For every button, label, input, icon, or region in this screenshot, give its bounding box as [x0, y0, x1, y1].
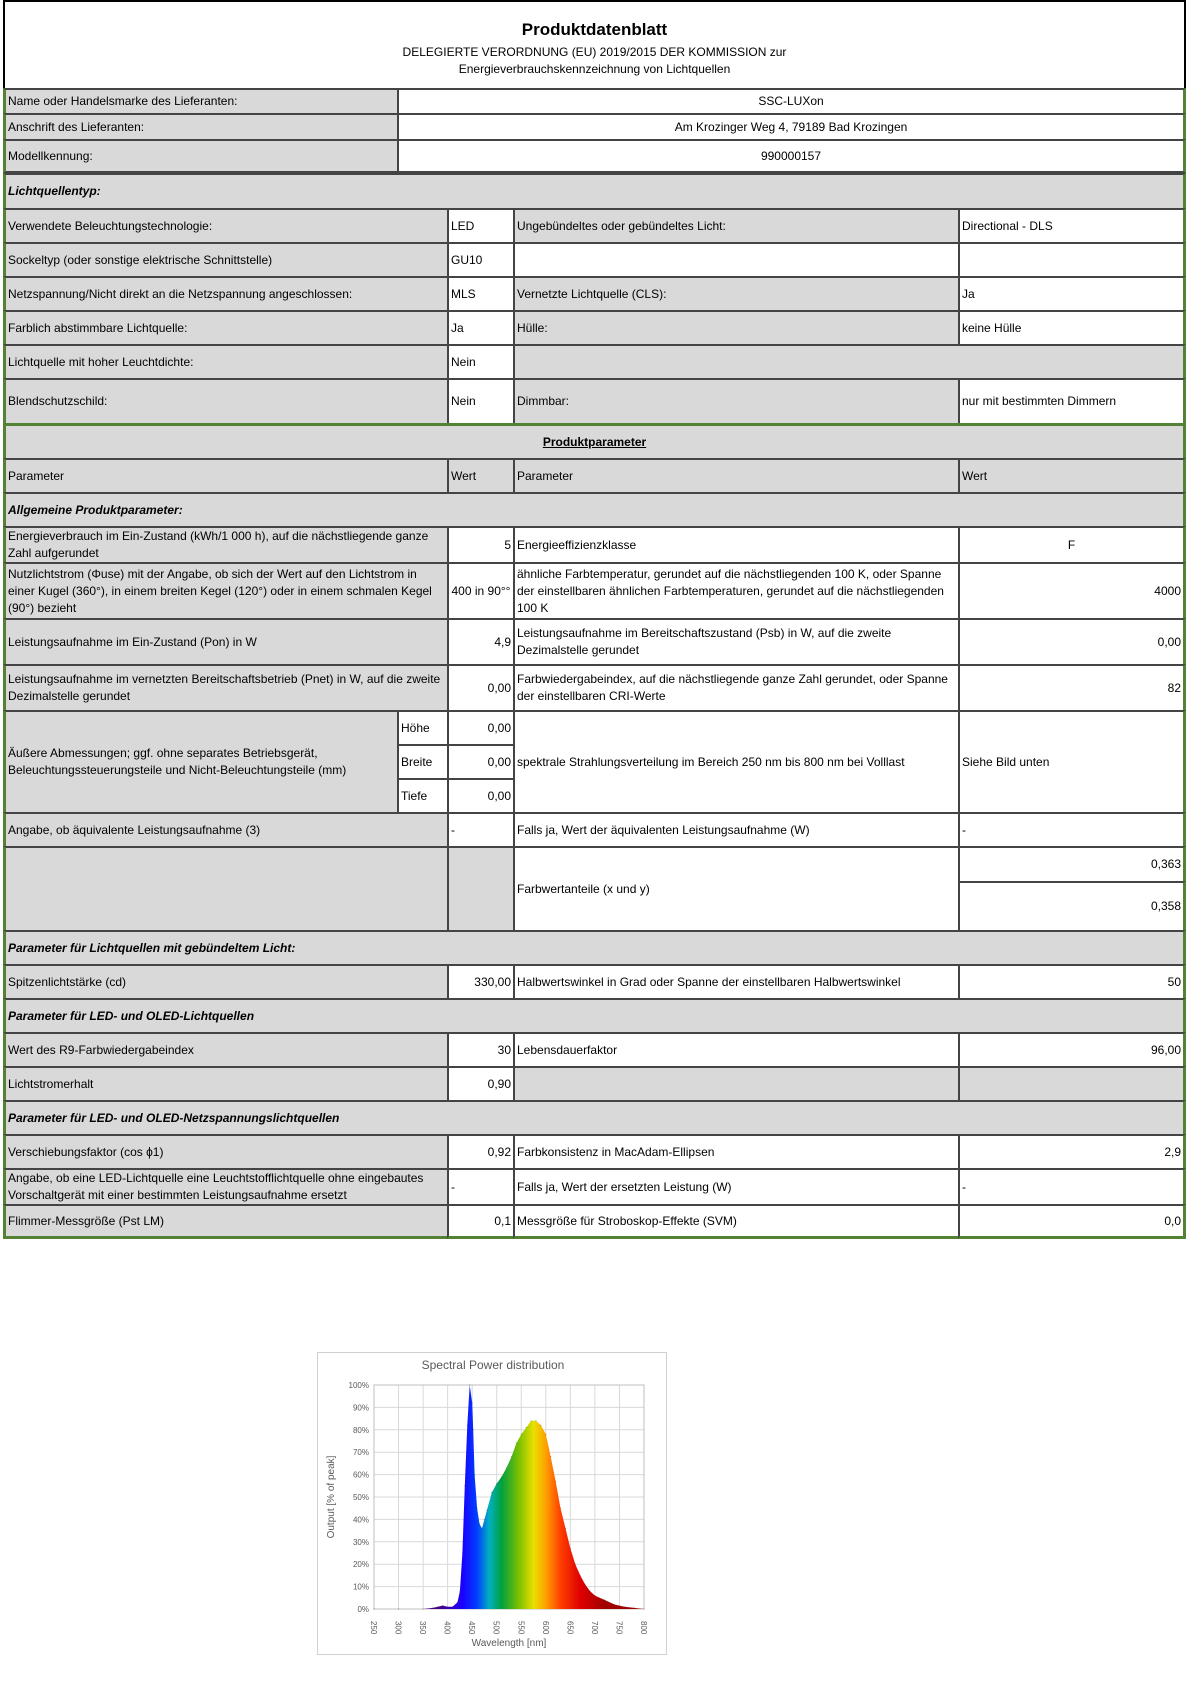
column-parameter: Parameter [3, 458, 447, 492]
title-box [3, 0, 1186, 95]
spectrum-point [555, 1481, 556, 1482]
spectrum-point [479, 1523, 480, 1524]
spectrum-point [437, 1606, 438, 1607]
y-tick-label: 30% [352, 1537, 369, 1547]
spectrum-point [423, 1608, 424, 1609]
colour-tunable-value: Ja [447, 310, 513, 344]
spectrum-point [474, 1474, 475, 1475]
envelope-value: keine Hülle [958, 310, 1186, 344]
x-tick-label: 550 [516, 1621, 526, 1635]
spectrum-point [464, 1485, 465, 1486]
spectrum-point [516, 1443, 517, 1444]
spectrum-point [575, 1564, 576, 1565]
spectrum-point [526, 1427, 527, 1428]
envelope-label: Hülle: [513, 310, 958, 344]
width-value: 0,00 [447, 744, 513, 778]
equivalent-power-w-value: - [958, 812, 1186, 846]
replacement-w-value: - [958, 1168, 1186, 1204]
dimensions-label: Äußere Abmessungen; ggf. ohne separates Betriebsgerät, Beleuchtungssteuerungsteile und Nicht-Beleuchtungsteile (mm) [3, 710, 397, 812]
model-label: Modellkennung: [3, 139, 397, 173]
cls-value: Ja [958, 276, 1186, 310]
spectrum-point [560, 1508, 561, 1509]
spectrum-point [570, 1548, 571, 1549]
page-title: Produktdatenblatt [521, 20, 668, 39]
pnet-value: 0,00 [447, 664, 513, 710]
cos-phi-label: Verschiebungsfaktor (cos ϕ1) [3, 1134, 447, 1168]
beam-angle-label: Halbwertswinkel in Grad oder Spanne der einstellbaren Halbwertswinkel [513, 964, 958, 998]
cri-value: 82 [958, 664, 1186, 710]
spectrum-point [540, 1425, 541, 1426]
spectrum-point [535, 1420, 536, 1421]
column-parameter-2: Parameter [513, 458, 958, 492]
macadam-value: 2,9 [958, 1134, 1186, 1168]
section-led: Parameter für LED- und OLED-Lichtquellen [3, 998, 1186, 1032]
high-luminance-empty [513, 344, 1186, 378]
spectrum-point [484, 1519, 485, 1520]
depth-label: Tiefe [397, 778, 447, 812]
mains-label: Netzspannung/Nicht direkt an die Netzspannung angeschlossen: [3, 276, 447, 310]
svm-label: Messgröße für Stroboskop-Effekte (SVM) [513, 1204, 958, 1239]
chromaticity-empty-2 [447, 846, 513, 930]
supplier-name-value: SSC-LUXon [397, 88, 1186, 113]
cri-label: Farbwiedergabeindex, auf die nächstliegende ganze Zahl gerundet, oder Spanne der einstellbaren CRI-Werte [513, 664, 958, 710]
lumen-maintenance-value: 0,90 [447, 1066, 513, 1100]
supplier-address-value: Am Krozinger Weg 4, 79189 Bad Krozingen [397, 113, 1186, 139]
colour-tunable-label: Farblich abstimmbare Lichtquelle: [3, 310, 447, 344]
cct-label: ähnliche Farbtemperatur, gerundet auf die nächstliegenden 100 K, oder Spanne der einstellbaren ähnlichen Farbtemperaturen, gerundet auf die nächstliegenden 100 K [513, 562, 958, 618]
spectrum-point [496, 1483, 497, 1484]
spectrum-point [531, 1420, 532, 1421]
spectrum-point [545, 1434, 546, 1435]
directional-value: Directional - DLS [958, 208, 1186, 242]
spectrum-point [481, 1528, 482, 1529]
spectrum-point [462, 1552, 463, 1553]
tech-label: Verwendete Beleuchtungstechnologie: [3, 208, 447, 242]
pon-value: 4,9 [447, 618, 513, 664]
spd-value: Siehe Bild unten [958, 710, 1186, 812]
dimmable-value: nur mit bestimmten Dimmern [958, 378, 1186, 423]
flicker-label: Flimmer-Messgröße (Pst LM) [3, 1204, 447, 1239]
y-tick-label: 60% [352, 1470, 369, 1480]
psb-label: Leistungsaufnahme im Bereitschaftszustand (Psb) in W, auf die zweite Dezimalstelle gerundet [513, 618, 958, 664]
spectrum-point [459, 1591, 460, 1592]
spectrum-point [589, 1591, 590, 1592]
x-tick-label: 750 [614, 1621, 624, 1635]
svm-value: 0,0 [958, 1204, 1186, 1239]
x-tick-label: 450 [467, 1621, 477, 1635]
cct-value: 4000 [958, 562, 1186, 618]
spectrum-point [473, 1429, 474, 1430]
height-label: Höhe [397, 710, 447, 744]
spectrum-point [398, 1608, 399, 1609]
cls-label: Vernetzte Lichtquelle (CLS): [513, 276, 958, 310]
cap-value: GU10 [447, 242, 513, 276]
spectrum-point [491, 1492, 492, 1493]
height-value: 0,00 [447, 710, 513, 744]
depth-value: 0,00 [447, 778, 513, 812]
r9-value: 30 [447, 1032, 513, 1066]
regulation-subline: Energieverbrauchskennzeichnung von Lichtquellen [458, 62, 731, 76]
spectrum-point [477, 1508, 478, 1509]
spectrum-point [565, 1528, 566, 1529]
cap-label: Sockeltyp (oder sonstige elektrische Schnittstelle) [3, 242, 447, 276]
y-axis-label: Output [% of peak] [326, 1455, 337, 1539]
spectrum-point [506, 1467, 507, 1468]
replacement-label: Angabe, ob eine LED-Lichtquelle eine Leuchtstofflichtquelle ohne eingebautes Vorschaltgerät mit einer bestimmten Leistungsaufnahme ersetzt [3, 1168, 447, 1204]
eec-value: F [958, 526, 1186, 562]
chromaticity-y-value: 0,358 [958, 881, 1186, 930]
equivalent-power-w-label: Falls ja, Wert der äquivalenten Leistungsaufnahme (W) [513, 812, 958, 846]
x-tick-label: 500 [491, 1621, 501, 1635]
pon-label: Leistungsaufnahme im Ein-Zustand (Pon) in W [3, 618, 447, 664]
cos-phi-value: 0,92 [447, 1134, 513, 1168]
spectrum-point [501, 1476, 502, 1477]
survival-label: Lebensdauerfaktor [513, 1032, 958, 1066]
y-tick-label: 90% [352, 1403, 369, 1413]
x-tick-label: 300 [393, 1621, 403, 1635]
x-tick-label: 700 [589, 1621, 599, 1635]
x-axis-label: Wavelength [nm] [471, 1638, 547, 1649]
high-luminance-label: Lichtquelle mit hoher Leuchtdichte: [3, 344, 447, 378]
spectrum-point [452, 1606, 453, 1607]
spectrum-point [511, 1456, 512, 1457]
chart-title: Spectral Power distribution [421, 1358, 565, 1372]
r9-label: Wert des R9-Farbwiedergabeindex [3, 1032, 447, 1066]
column-value: Wert [447, 458, 513, 492]
spectrum-point [469, 1384, 470, 1385]
spectrum-point [521, 1434, 522, 1435]
y-tick-label: 40% [352, 1515, 369, 1525]
product-parameters-header: Produktparameter [3, 423, 1186, 458]
lumen-maintenance-empty-2 [958, 1066, 1186, 1100]
glare-value: Nein [447, 378, 513, 423]
section-light-source-type: Lichtquellentyp: [3, 173, 1186, 208]
equivalent-power-label: Angabe, ob äquivalente Leistungsaufnahme (3) [3, 812, 447, 846]
flux-value: 400 in 90°° [447, 562, 513, 618]
lumen-maintenance-label: Lichtstromerhalt [3, 1066, 447, 1100]
x-tick-label: 650 [565, 1621, 575, 1635]
spectrum-point [580, 1575, 581, 1576]
macadam-label: Farbkonsistenz in MacAdam-Ellipsen [513, 1134, 958, 1168]
dimmable-label: Dimmbar: [513, 378, 958, 423]
flicker-value: 0,1 [447, 1204, 513, 1239]
energy-value: 5 [447, 526, 513, 562]
survival-value: 96,00 [958, 1032, 1186, 1066]
supplier-name-label: Name oder Handelsmarke des Lieferanten: [3, 88, 397, 113]
spectral-chart-svg [318, 1353, 668, 1656]
equivalent-power-value: - [447, 812, 513, 846]
lumen-maintenance-empty [513, 1066, 958, 1100]
replacement-w-label: Falls ja, Wert der ersetzten Leistung (W) [513, 1168, 958, 1204]
x-tick-label: 800 [639, 1621, 648, 1635]
chromaticity-empty [3, 846, 447, 930]
peak-intensity-label: Spitzenlichtstärke (cd) [3, 964, 447, 998]
spectrum-point [432, 1607, 433, 1608]
energy-label: Energieverbrauch im Ein-Zustand (kWh/1 000 h), auf die nächstliegende ganze Zahl aufgerundet [3, 526, 447, 562]
beam-angle-value: 50 [958, 964, 1186, 998]
y-tick-label: 100% [348, 1381, 369, 1390]
spectrum-point [442, 1605, 443, 1606]
directional-label: Ungebündeltes oder gebündeltes Licht: [513, 208, 958, 242]
y-tick-label: 80% [352, 1425, 369, 1435]
x-tick-label: 250 [369, 1621, 378, 1635]
spectrum-point [585, 1584, 586, 1585]
x-tick-label: 600 [540, 1621, 550, 1635]
spectrum-point [550, 1456, 551, 1457]
spectrum-point [643, 1608, 644, 1609]
column-value-2: Wert [958, 458, 1186, 492]
chromaticity-x-value: 0,363 [958, 846, 1186, 881]
spectrum-point [634, 1607, 635, 1608]
supplier-address-label: Anschrift des Lieferanten: [3, 113, 397, 139]
x-tick-label: 350 [418, 1621, 428, 1635]
chromaticity-label: Farbwertanteile (x und y) [513, 846, 958, 930]
cap-empty [513, 242, 958, 276]
spectrum-point [614, 1604, 615, 1605]
high-luminance-value: Nein [447, 344, 513, 378]
x-tick-label: 400 [442, 1621, 452, 1635]
width-label: Breite [397, 744, 447, 778]
spectrum-point [467, 1425, 468, 1426]
y-tick-label: 70% [352, 1448, 369, 1458]
spectrum-point [486, 1510, 487, 1511]
psb-value: 0,00 [958, 618, 1186, 664]
spectrum-point [624, 1606, 625, 1607]
spectrum-point [594, 1595, 595, 1596]
eec-label: Energieeffizienzklasse [513, 526, 958, 562]
spectral-chart [317, 1352, 667, 1655]
spectrum-point [604, 1599, 605, 1600]
section-general: Allgemeine Produktparameter: [3, 492, 1186, 526]
regulation-line: DELEGIERTE VERORDNUNG (EU) 2019/2015 DER KOMMISSION zur [402, 45, 787, 59]
y-tick-label: 0% [357, 1605, 369, 1614]
spectrum-point [472, 1402, 473, 1403]
y-tick-label: 50% [352, 1493, 369, 1502]
pnet-label: Leistungsaufnahme im vernetzten Bereitschaftsbetrieb (Pnet) in W, auf die zweite Dezimalstelle gerundet [3, 664, 447, 710]
cap-empty-2 [958, 242, 1186, 276]
spectrum-point [373, 1608, 374, 1609]
spectrum-point [447, 1606, 448, 1607]
spectrum-point [457, 1602, 458, 1603]
section-mains-led: Parameter für LED- und OLED-Netzspannungslichtquellen [3, 1100, 1186, 1134]
model-value: 990000157 [397, 139, 1186, 173]
section-directional: Parameter für Lichtquellen mit gebündeltem Licht: [3, 930, 1186, 964]
flux-label: Nutzlichtstrom (Φuse) mit der Angabe, ob sich der Wert auf den Lichtstrom in einer Kugel (360°), in einem breiten Kegel (120°) oder in einem schmalen Kegel (90°) bezieht [3, 562, 447, 618]
peak-intensity-value: 330,00 [447, 964, 513, 998]
y-tick-label: 10% [352, 1582, 369, 1592]
replacement-value: - [447, 1168, 513, 1204]
glare-label: Blendschutzschild: [3, 378, 447, 423]
mains-value: MLS [447, 276, 513, 310]
y-tick-label: 20% [352, 1560, 369, 1570]
spd-label: spektrale Strahlungsverteilung im Bereich 250 nm bis 800 nm bei Volllast [513, 710, 958, 812]
tech-value: LED [447, 208, 513, 242]
